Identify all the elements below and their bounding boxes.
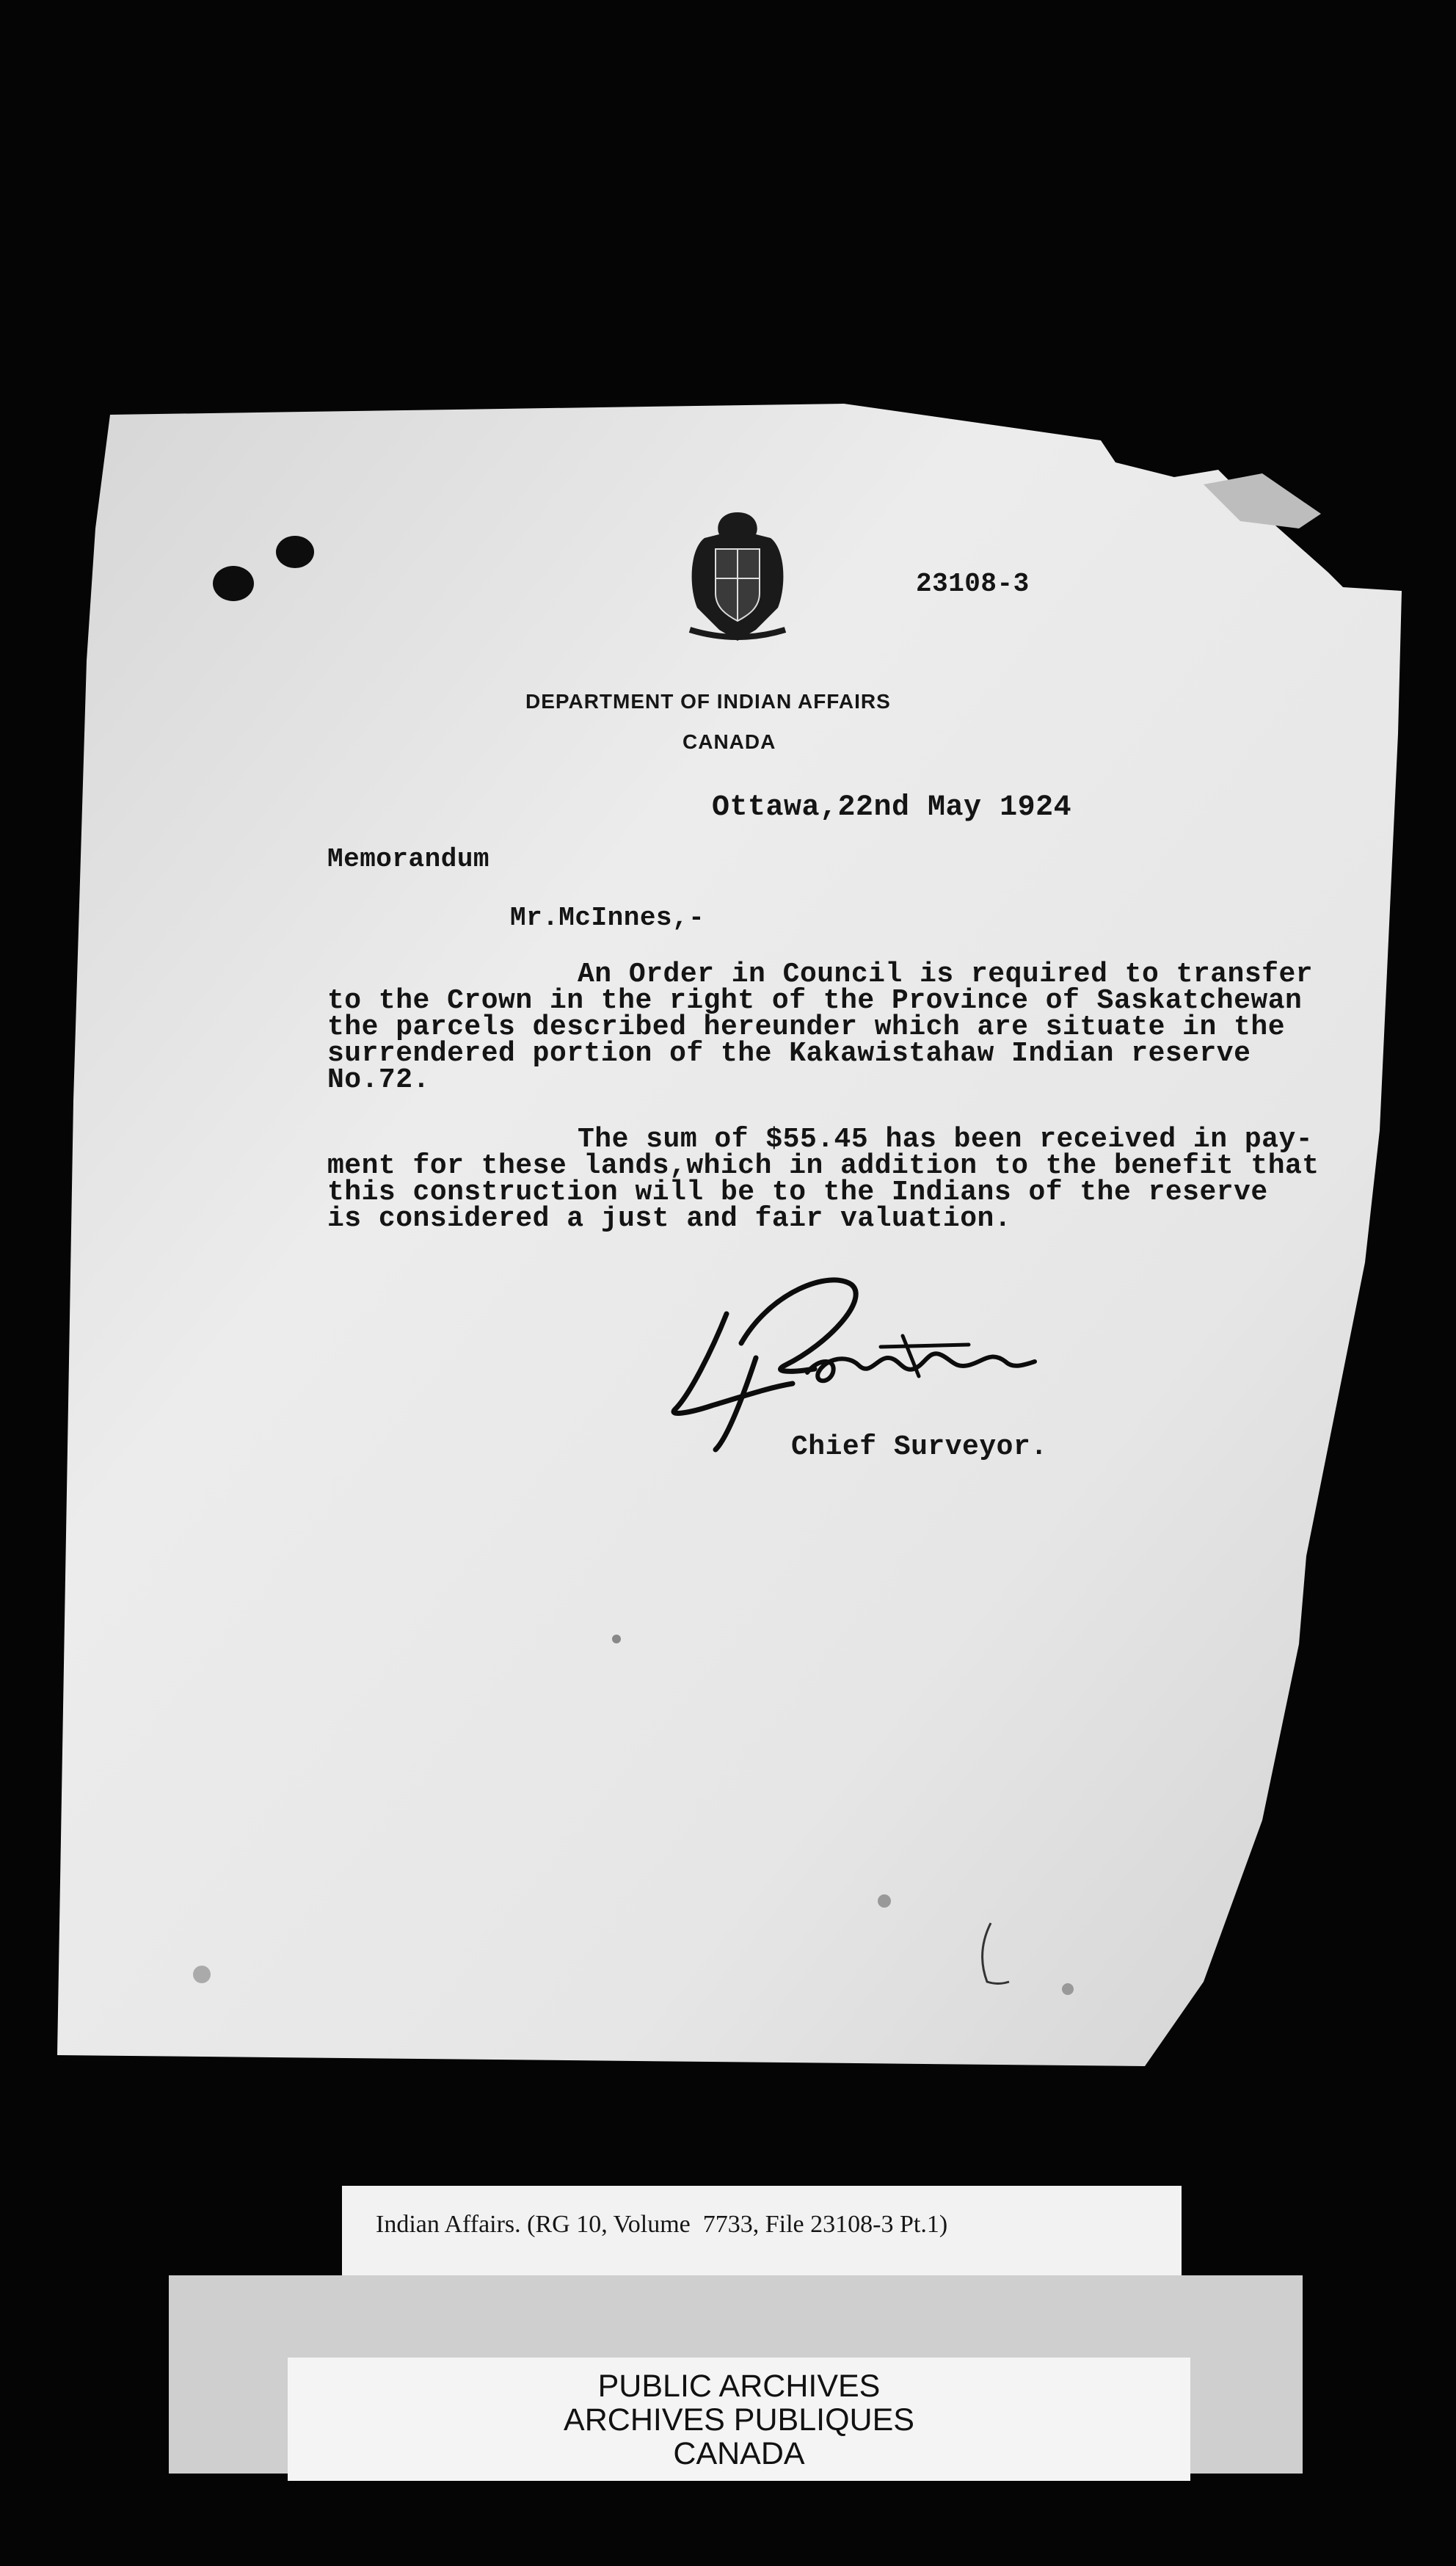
paragraph-2-line: ment for these lands,which in addition to the benefit that <box>327 1150 1320 1182</box>
paragraph-2-line: The sum of $55.45 has been received in pay- <box>578 1124 1314 1155</box>
place-date: Ottawa,22nd May 1924 <box>712 791 1072 824</box>
signatory-title: Chief Surveyor. <box>791 1431 1048 1463</box>
memo-heading: Memorandum <box>327 844 490 874</box>
department-heading: DEPARTMENT OF INDIAN AFFAIRS <box>525 690 891 713</box>
paragraph-2-line: is considered a just and fair valuation. <box>327 1203 1012 1235</box>
coat-of-arms-icon <box>675 505 800 644</box>
archive-stamp-line-3: CANADA <box>673 2436 805 2471</box>
paragraph-1-line: to the Crown in the right of the Province of Saskatchewan <box>327 985 1303 1017</box>
paragraph-1-line: the parcels described hereunder which are situate in the <box>327 1011 1286 1043</box>
paragraph-1-line: An Order in Council is required to transfer <box>578 959 1314 990</box>
paragraph-2-line: this construction will be to the Indians of the reserve <box>327 1177 1268 1208</box>
paragraph-1-line: surrendered portion of the Kakawistahaw Indian reserve <box>327 1038 1251 1069</box>
ink-blot-2 <box>276 536 314 568</box>
country-heading: CANADA <box>682 730 776 753</box>
salutation: Mr.McInnes,- <box>510 903 705 933</box>
archive-reference: Indian Affairs. (RG 10, Volume 7733, File 23108-3 Pt.1) <box>376 2211 948 2238</box>
paragraph-1-line: No.72. <box>327 1064 430 1096</box>
file-number: 23108-3 <box>916 569 1030 599</box>
archive-stamp-line-2: ARCHIVES PUBLIQUES <box>564 2402 914 2438</box>
ink-blot-1 <box>213 566 254 601</box>
archive-stamp-line-1: PUBLIC ARCHIVES <box>597 2369 881 2404</box>
